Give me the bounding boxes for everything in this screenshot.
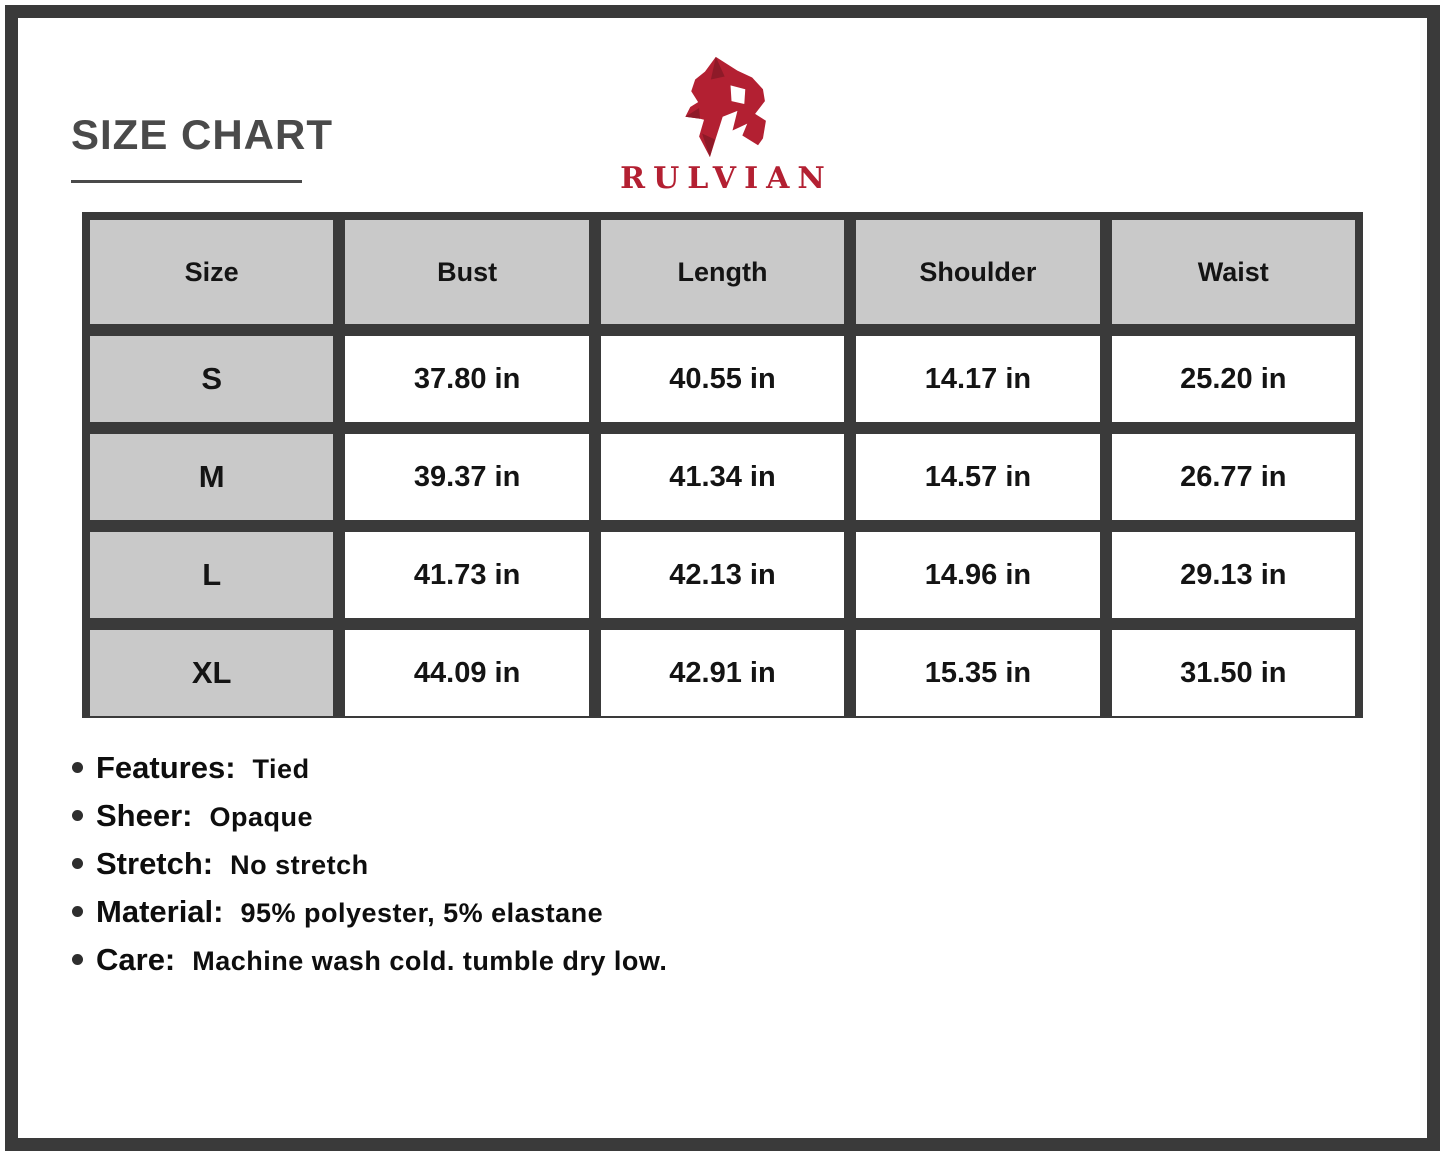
detail-item-stretch — [72, 846, 667, 881]
row-l-shoulder-cell: 14.96 in — [856, 532, 1099, 618]
bullet-icon — [72, 810, 83, 821]
page-title: SIZE CHART — [71, 111, 333, 158]
page-title-block — [71, 111, 333, 183]
brand-logo — [612, 50, 833, 194]
row-l-waist-cell: 29.13 in — [1112, 532, 1355, 618]
title-underline — [71, 180, 302, 183]
row-xl-waist-cell: 31.50 in — [1112, 630, 1355, 716]
bullet-icon — [72, 858, 83, 869]
column-header-shoulder: Shoulder — [856, 220, 1099, 324]
row-xl-size-cell: XL — [90, 630, 333, 716]
detail-label: Care: — [96, 942, 176, 977]
row-s-waist-cell: 25.20 in — [1112, 336, 1355, 422]
detail-value: No stretch — [230, 850, 369, 880]
detail-item-sheer — [72, 798, 667, 833]
row-m-waist-cell: 26.77 in — [1112, 434, 1355, 520]
row-l-size-cell: L — [90, 532, 333, 618]
detail-item-care — [72, 942, 667, 977]
column-header-bust: Bust — [345, 220, 588, 324]
brand-wordmark: RULVIAN — [620, 161, 833, 196]
row-m-bust-cell: 39.37 in — [345, 434, 588, 520]
detail-value: Opaque — [209, 802, 313, 832]
row-xl-shoulder-cell: 15.35 in — [856, 630, 1099, 716]
detail-value: 95% polyester, 5% elastane — [240, 898, 604, 928]
detail-label: Stretch: — [96, 846, 214, 881]
row-xl-bust-cell: 44.09 in — [345, 630, 588, 716]
detail-item-material — [72, 894, 667, 929]
detail-item-features — [72, 750, 667, 785]
bullet-icon — [72, 906, 83, 917]
column-header-length: Length — [601, 220, 844, 324]
row-l-bust-cell: 41.73 in — [345, 532, 588, 618]
detail-label: Material: — [96, 894, 224, 929]
size-table — [82, 212, 1363, 718]
row-m-size-cell: M — [90, 434, 333, 520]
row-s-length-cell: 40.55 in — [601, 336, 844, 422]
column-header-waist: Waist — [1112, 220, 1355, 324]
detail-value: Tied — [252, 754, 310, 784]
product-details-list — [72, 750, 667, 990]
row-m-length-cell: 41.34 in — [601, 434, 844, 520]
column-header-size: Size — [90, 220, 333, 324]
row-xl-length-cell: 42.91 in — [601, 630, 844, 716]
row-l-length-cell: 42.13 in — [601, 532, 844, 618]
row-s-shoulder-cell: 14.17 in — [856, 336, 1099, 422]
row-s-size-cell: S — [90, 336, 333, 422]
row-m-shoulder-cell: 14.57 in — [856, 434, 1099, 520]
row-s-bust-cell: 37.80 in — [345, 336, 588, 422]
rulvian-r-mark-icon — [672, 50, 772, 162]
detail-label: Features: — [96, 750, 236, 785]
bullet-icon — [72, 954, 83, 965]
bullet-icon — [72, 762, 83, 773]
detail-label: Sheer: — [96, 798, 193, 833]
detail-value: Machine wash cold. tumble dry low. — [192, 946, 668, 976]
